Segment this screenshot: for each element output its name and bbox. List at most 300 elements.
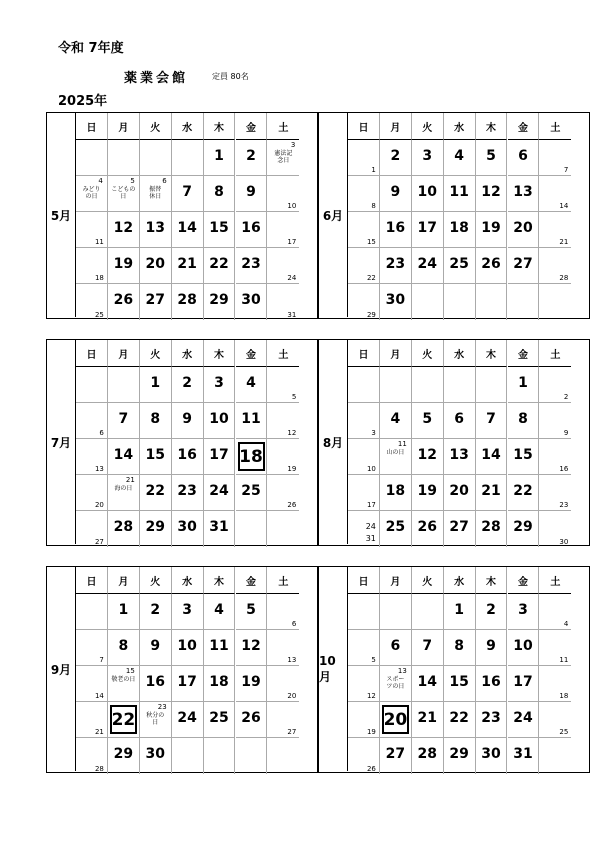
weekday-header: 日: [76, 567, 108, 594]
day-cell: [412, 176, 444, 212]
day-cell: [476, 511, 508, 547]
day-cell: [348, 702, 380, 738]
day-cell: [444, 367, 476, 403]
holiday-label: 憲法記 念日: [274, 150, 293, 164]
holiday-label: スポー ツの日: [386, 676, 405, 690]
date-number-small: 4: [563, 620, 569, 628]
date-number: 26: [113, 292, 134, 308]
day-cell: [267, 367, 299, 403]
day-cell: [108, 738, 140, 774]
weekday-header: 火: [140, 567, 172, 594]
day-cell: [476, 738, 508, 774]
date-number: 24: [177, 710, 197, 726]
date-number: 10: [177, 638, 197, 654]
date-number: 6: [454, 411, 464, 427]
month-calendar: [318, 339, 590, 546]
date-number-small: 18: [559, 692, 569, 700]
weekday-header: 火: [140, 113, 172, 140]
date-number: 11: [449, 184, 469, 200]
weekday-header: 金: [236, 113, 268, 140]
date-number: 4: [390, 411, 401, 427]
weekday-header: 土: [539, 340, 571, 367]
weekday-header: 日: [348, 340, 380, 367]
date-number-small: 10: [366, 465, 376, 473]
date-number-small: 3: [371, 429, 376, 437]
date-number: 2: [246, 148, 256, 164]
day-cell: [508, 738, 540, 774]
weekday-header: 木: [476, 113, 508, 140]
day-cell: [76, 666, 108, 702]
date-number: 29: [513, 519, 533, 535]
date-number-small: 14: [94, 692, 104, 700]
day-cell: [539, 248, 571, 284]
date-number: 3: [214, 375, 224, 391]
day-cell: [108, 176, 140, 212]
day-cell: [267, 140, 299, 176]
date-number-small: 10: [287, 202, 297, 210]
date-number: 28: [481, 519, 501, 535]
date-number: 30: [177, 519, 197, 535]
year-label: 2025年: [58, 94, 108, 109]
date-number: 18: [449, 220, 469, 236]
date-number-small: 5: [130, 177, 135, 185]
date-number: 15: [145, 447, 165, 463]
date-number: 8: [454, 638, 464, 654]
date-number-small: 13: [94, 465, 104, 473]
weekday-header: 土: [267, 567, 299, 594]
month-calendar: [318, 566, 590, 773]
day-cell: [508, 511, 540, 547]
date-number-small: 5: [291, 393, 297, 401]
date-number: 24: [209, 483, 229, 499]
date-number: 9: [246, 184, 256, 200]
day-cell: [444, 511, 476, 547]
day-cell: [204, 702, 236, 738]
day-cell: [204, 284, 236, 320]
date-number: 7: [486, 411, 496, 427]
date-number: 25: [241, 483, 261, 499]
weekday-header: 月: [380, 340, 412, 367]
month-calendar: [46, 566, 318, 773]
holiday-label: 敬老の日: [111, 676, 136, 683]
day-cell: [204, 140, 236, 176]
weekday-header: 火: [412, 113, 444, 140]
day-cell: [380, 367, 412, 403]
date-number-small: 6: [291, 620, 297, 628]
date-number: 21: [417, 710, 437, 726]
day-cell: [444, 140, 476, 176]
date-number: 26: [481, 256, 501, 272]
day-cell: [108, 367, 140, 403]
date-number-small: 12: [287, 429, 297, 437]
day-cell: [412, 511, 444, 547]
date-number: 1: [454, 602, 464, 618]
day-cell: [380, 284, 412, 320]
capacity-label: 定員 80名: [212, 72, 249, 81]
day-cell: [476, 367, 508, 403]
date-number-small: 8: [371, 202, 376, 210]
weekday-header: 木: [476, 340, 508, 367]
holiday-label: 秋分の 日: [146, 712, 165, 726]
day-cell: [172, 630, 204, 666]
day-cell: [172, 367, 204, 403]
day-cell: [140, 403, 172, 439]
weekday-header: 土: [267, 340, 299, 367]
weekday-header: 水: [172, 113, 204, 140]
day-cell: [140, 176, 172, 212]
date-number: 8: [518, 411, 528, 427]
date-number: 31: [513, 746, 533, 762]
date-number: 7: [118, 411, 129, 427]
day-cell: [172, 212, 204, 248]
weekday-header: 水: [444, 113, 476, 140]
day-cell: [108, 594, 140, 630]
day-cell: [108, 630, 140, 666]
day-cell: [236, 284, 268, 320]
date-number: 13: [145, 220, 165, 236]
weekday-header: 金: [508, 113, 540, 140]
date-number-small: 24 31: [365, 522, 376, 543]
date-number-small: 29: [366, 311, 376, 319]
date-number: 14: [417, 674, 437, 690]
date-number: 14: [177, 220, 197, 236]
day-cell: [539, 403, 571, 439]
day-cell: [76, 212, 108, 248]
day-cell: [412, 248, 444, 284]
day-cell: [476, 630, 508, 666]
date-number-small: 2: [563, 393, 569, 401]
day-cell: [412, 702, 444, 738]
day-cell: [348, 594, 380, 630]
date-number-small: 18: [94, 274, 104, 282]
day-cell: [108, 140, 140, 176]
day-cell: [348, 403, 380, 439]
day-cell: [380, 248, 412, 284]
day-cell: [508, 140, 540, 176]
day-cell: [380, 511, 412, 547]
weekday-header: 金: [508, 340, 540, 367]
weekday-header: 金: [236, 340, 268, 367]
date-number: 20: [513, 220, 533, 236]
month-calendar: [318, 112, 590, 319]
date-number: 12: [417, 447, 437, 463]
day-cell: [204, 594, 236, 630]
day-cell: [172, 176, 204, 212]
day-cell: [348, 367, 380, 403]
date-number-small: 5: [371, 656, 376, 664]
day-cell: [412, 475, 444, 511]
weekday-header: 日: [76, 340, 108, 367]
day-cell: [539, 630, 571, 666]
weekday-header: 水: [172, 567, 204, 594]
day-cell: [140, 248, 172, 284]
day-cell: [539, 738, 571, 774]
date-number: 18: [385, 483, 406, 499]
day-cell: [76, 475, 108, 511]
date-number: 19: [481, 220, 501, 236]
day-cell: [539, 475, 571, 511]
date-number: 21: [177, 256, 197, 272]
date-number: 15: [513, 447, 533, 463]
day-cell: [444, 439, 476, 475]
day-cell: [140, 702, 172, 738]
date-number: 4: [454, 148, 464, 164]
day-cell: [172, 403, 204, 439]
date-number: 10: [417, 184, 437, 200]
day-cell: [508, 594, 540, 630]
date-number: 14: [113, 447, 134, 463]
date-number: 24: [417, 256, 437, 272]
date-number: 22: [513, 483, 533, 499]
venue-title: 薬業会館: [124, 71, 189, 86]
date-number: 28: [417, 746, 437, 762]
weekday-header: 月: [380, 113, 412, 140]
date-number: 27: [145, 292, 165, 308]
date-number: 25: [209, 710, 229, 726]
day-cell: [267, 403, 299, 439]
date-number: 11: [241, 411, 261, 427]
day-cell: [508, 212, 540, 248]
highlighted-date: 20: [382, 705, 409, 734]
holiday-label: 振替 休日: [149, 186, 162, 200]
day-cell: [539, 666, 571, 702]
date-number-small: 30: [559, 538, 569, 546]
date-number-small: 21: [125, 476, 135, 484]
date-number: 3: [182, 602, 192, 618]
date-number-small: 23: [157, 703, 167, 711]
month-label: 6月: [319, 113, 348, 317]
day-cell: [476, 140, 508, 176]
month-label: 5月: [47, 113, 76, 317]
date-number: 16: [241, 220, 261, 236]
holiday-label: 山の日: [386, 449, 405, 456]
date-number-small: 6: [162, 177, 167, 185]
date-number: 28: [177, 292, 197, 308]
day-cell: [539, 439, 571, 475]
date-number: 10: [209, 411, 229, 427]
day-cell: [412, 738, 444, 774]
date-number-small: 14: [559, 202, 569, 210]
day-cell: [172, 475, 204, 511]
date-number: 27: [449, 519, 469, 535]
day-cell: [204, 367, 236, 403]
holiday-label: みどり の日: [82, 186, 101, 200]
date-number: 23: [177, 483, 197, 499]
date-number: 20: [145, 256, 165, 272]
day-cell: [140, 475, 172, 511]
date-number: 17: [513, 674, 533, 690]
date-number-small: 26: [366, 765, 376, 773]
date-number: 17: [209, 447, 229, 463]
day-cell: [476, 284, 508, 320]
weekday-header: 月: [108, 113, 140, 140]
day-cell: [348, 248, 380, 284]
date-number: 24: [513, 710, 533, 726]
day-cell: [539, 284, 571, 320]
date-number: 26: [417, 519, 437, 535]
day-cell: [172, 248, 204, 284]
date-number: 5: [422, 411, 433, 427]
date-number-small: 13: [287, 656, 297, 664]
date-number-small: 15: [125, 667, 135, 675]
day-cell: [444, 630, 476, 666]
day-cell: [348, 284, 380, 320]
date-number: 13: [513, 184, 533, 200]
date-number-small: 26: [287, 501, 297, 509]
date-number: 7: [182, 184, 192, 200]
date-number-small: 25: [559, 728, 569, 736]
day-cell: [412, 666, 444, 702]
date-number: 10: [513, 638, 533, 654]
day-cell: [267, 176, 299, 212]
day-cell: [76, 248, 108, 284]
date-number: 2: [150, 602, 161, 618]
day-cell: [236, 666, 268, 702]
date-number: 8: [214, 184, 224, 200]
date-number: 21: [481, 483, 501, 499]
date-number: 22: [449, 710, 469, 726]
day-cell: [348, 738, 380, 774]
day-cell: [236, 212, 268, 248]
month-calendar: [46, 112, 318, 319]
date-number-small: 6: [99, 429, 104, 437]
date-number-small: 15: [366, 238, 376, 246]
day-cell: [236, 367, 268, 403]
day-cell: [444, 403, 476, 439]
day-cell: [444, 594, 476, 630]
date-number: 16: [481, 674, 501, 690]
day-cell: [476, 594, 508, 630]
day-cell: [140, 140, 172, 176]
day-cell: [76, 439, 108, 475]
day-cell: [204, 630, 236, 666]
date-number-small: 27: [287, 728, 297, 736]
date-number: 6: [390, 638, 401, 654]
date-number: 30: [241, 292, 261, 308]
date-number: 29: [145, 519, 165, 535]
date-number: 16: [177, 447, 197, 463]
date-number-small: 9: [563, 429, 569, 437]
month-label: 8月: [319, 340, 348, 544]
date-number-small: 27: [94, 538, 104, 546]
weekday-header: 木: [204, 340, 236, 367]
day-cell: [539, 367, 571, 403]
day-cell: [267, 666, 299, 702]
day-cell: [348, 475, 380, 511]
day-cell: [508, 666, 540, 702]
date-number-small: 21: [559, 238, 569, 246]
day-cell: [380, 702, 412, 738]
date-number: 25: [385, 519, 406, 535]
date-number: 22: [209, 256, 229, 272]
date-number-small: 11: [397, 440, 407, 448]
day-cell: [267, 511, 299, 547]
date-number: 27: [513, 256, 533, 272]
day-cell: [412, 403, 444, 439]
day-cell: [236, 248, 268, 284]
day-cell: [267, 702, 299, 738]
day-cell: [76, 702, 108, 738]
day-cell: [140, 284, 172, 320]
day-cell: [508, 439, 540, 475]
day-cell: [539, 702, 571, 738]
date-number: 16: [145, 674, 165, 690]
date-number: 2: [390, 148, 401, 164]
day-cell: [267, 738, 299, 774]
day-cell: [236, 439, 268, 475]
date-number-small: 16: [559, 465, 569, 473]
day-cell: [539, 140, 571, 176]
date-number-small: 19: [366, 728, 376, 736]
day-cell: [412, 140, 444, 176]
date-number-small: 7: [99, 656, 104, 664]
day-cell: [444, 284, 476, 320]
day-cell: [172, 666, 204, 702]
day-cell: [172, 511, 204, 547]
day-cell: [508, 475, 540, 511]
date-number: 5: [486, 148, 496, 164]
day-cell: [380, 630, 412, 666]
day-cell: [140, 367, 172, 403]
day-cell: [476, 475, 508, 511]
month-calendar: [46, 339, 318, 546]
date-number: 1: [150, 375, 161, 391]
date-number: 8: [118, 638, 129, 654]
day-cell: [108, 212, 140, 248]
day-cell: [76, 367, 108, 403]
day-cell: [267, 594, 299, 630]
day-cell: [444, 475, 476, 511]
date-number: 4: [214, 602, 224, 618]
weekday-header: 金: [508, 567, 540, 594]
date-number: 19: [417, 483, 437, 499]
date-number-small: 25: [94, 311, 104, 319]
date-number: 8: [150, 411, 161, 427]
date-number-small: 24: [287, 274, 297, 282]
date-number: 1: [214, 148, 224, 164]
date-number-small: 17: [287, 238, 297, 246]
day-cell: [236, 594, 268, 630]
date-number-small: 7: [563, 166, 569, 174]
date-number-small: 11: [559, 656, 569, 664]
day-cell: [140, 212, 172, 248]
day-cell: [444, 702, 476, 738]
day-cell: [172, 439, 204, 475]
day-cell: [76, 511, 108, 547]
weekday-header: 土: [267, 113, 299, 140]
date-number: 12: [481, 184, 501, 200]
day-cell: [108, 511, 140, 547]
day-cell: [108, 439, 140, 475]
date-number: 16: [385, 220, 406, 236]
day-cell: [76, 176, 108, 212]
day-cell: [444, 212, 476, 248]
day-cell: [76, 403, 108, 439]
day-cell: [236, 511, 268, 547]
date-number-small: 17: [366, 501, 376, 509]
day-cell: [380, 666, 412, 702]
date-number-small: 13: [397, 667, 407, 675]
day-cell: [539, 176, 571, 212]
day-cell: [108, 475, 140, 511]
date-number-small: 20: [287, 692, 297, 700]
date-number: 18: [209, 674, 229, 690]
day-cell: [267, 439, 299, 475]
date-number: 25: [449, 256, 469, 272]
day-cell: [348, 212, 380, 248]
day-cell: [76, 140, 108, 176]
day-cell: [476, 212, 508, 248]
